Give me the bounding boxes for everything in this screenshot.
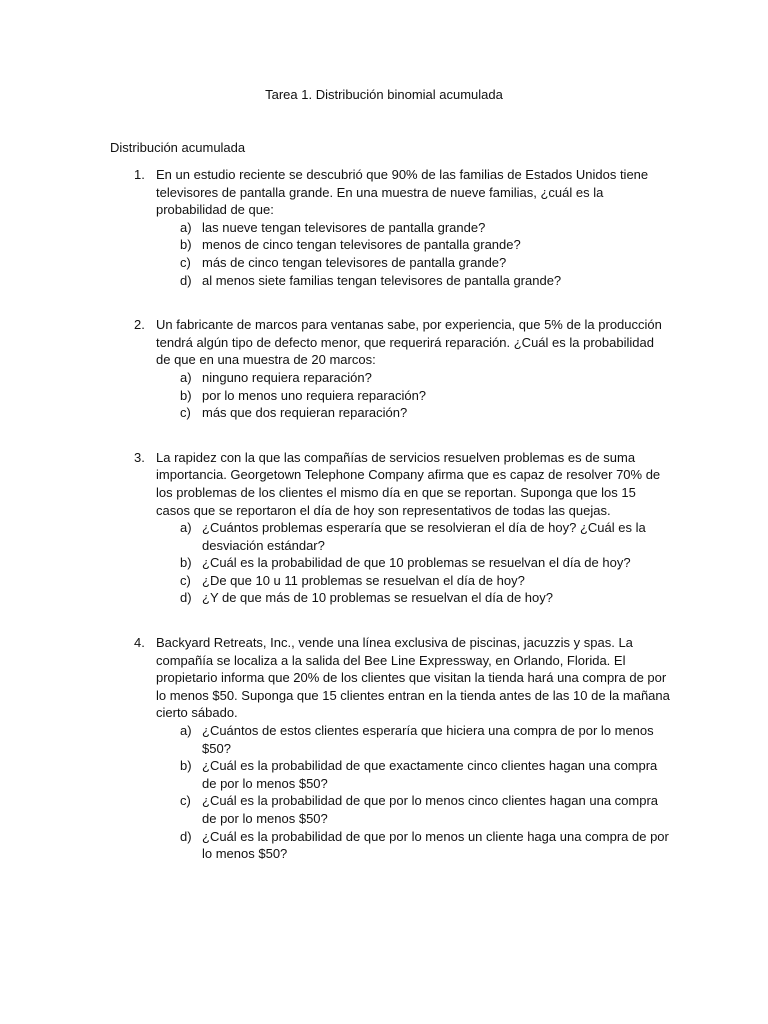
subitem-text: ¿Cuántos problemas esperaría que se resolvieran el día de hoy? ¿Cuál es la desviación estándar? [202, 520, 646, 553]
subitem-text: ¿Cuántos de estos clientes esperaría que hiciera una compra de por lo menos $50? [202, 723, 654, 756]
subitem-text: ¿Y de que más de 10 problemas se resuelvan el día de hoy? [202, 590, 553, 606]
subitem-text: ¿Cuál es la probabilidad de que por lo menos un cliente haga una compra de por lo menos $50? [202, 828, 669, 862]
subitem [110, 792, 670, 827]
subitem-letter: d) [180, 828, 192, 844]
question-text: La rapidez con la que las compañías de servicios resuelven problemas es de suma importancia. Georgetown Telephone Company afirma que es capaz de resolver 70% de los problemas de los clientes el mismo día en que se reportan. Suponga que los 15 casos que se reportaron el día de hoy son representativos de todas las quejas. [156, 449, 661, 518]
subitem-letter: b) [180, 237, 192, 253]
subitem-letter: c) [180, 254, 191, 270]
subitem-letter: a) [180, 219, 192, 235]
subitem [110, 236, 670, 254]
subitem [110, 757, 670, 792]
subitem-letter: a) [180, 723, 192, 739]
subitem-list [110, 722, 670, 863]
question-1 [110, 166, 670, 289]
subitem-letter: c) [180, 405, 191, 421]
subitem-text: ¿Cuál es la probabilidad de que por lo menos cinco clientes hagan una compra de por lo menos $50? [202, 793, 659, 826]
subitem-text: por lo menos uno requiera reparación? [202, 387, 427, 403]
subitem-letter: a) [180, 369, 192, 385]
question-text: Un fabricante de marcos para ventanas sabe, por experiencia, que 5% de la producción tendrá algún tipo de defecto menor, que requerirá reparación. ¿Cuál es la probabilidad de que en una muestra de 20 marcos: [156, 317, 662, 368]
subitem-list [110, 369, 670, 422]
question-list [110, 166, 670, 890]
subitem-letter: c) [180, 572, 191, 588]
subitem-letter: c) [180, 793, 191, 809]
subitem-list [110, 519, 670, 607]
subitem [110, 722, 670, 757]
subitem-letter: b) [180, 555, 192, 571]
subitem [110, 219, 670, 237]
subitem-text: las nueve tengan televisores de pantalla grande? [202, 219, 486, 235]
subitem-letter: d) [180, 272, 192, 288]
question-number: 3. [134, 449, 145, 465]
subitem [110, 272, 670, 290]
subitem-letter: b) [180, 758, 192, 774]
subitem-text: menos de cinco tengan televisores de pantalla grande? [202, 237, 521, 253]
section-heading: Distribución acumulada [110, 140, 246, 155]
question-number: 4. [134, 635, 145, 651]
subitem [110, 519, 670, 554]
subitem [110, 254, 670, 272]
question-number: 1. [134, 167, 145, 182]
question-4 [110, 634, 670, 863]
question-2 [110, 316, 670, 422]
question-3 [110, 449, 670, 607]
subitem [110, 404, 670, 422]
subitem-list [110, 219, 670, 289]
subitem-text: ¿Cuál es la probabilidad de que 10 problemas se resuelvan el día de hoy? [202, 555, 631, 571]
subitem-text: más de cinco tengan televisores de pantalla grande? [202, 254, 507, 270]
question-number: 2. [134, 317, 145, 333]
document-title: Tarea 1. Distribución binomial acumulada [265, 87, 503, 102]
subitem [110, 554, 670, 572]
subitem-text: ¿De que 10 u 11 problemas se resuelvan el día de hoy? [202, 572, 525, 588]
subitem [110, 828, 670, 863]
subitem [110, 572, 670, 590]
subitem [110, 369, 670, 387]
subitem-text: al menos siete familias tengan televisores de pantalla grande? [202, 272, 562, 288]
subitem-text: ninguno requiera reparación? [202, 369, 372, 385]
subitem-letter: a) [180, 520, 192, 536]
subitem-text: más que dos requieran reparación? [202, 405, 408, 421]
subitem [110, 589, 670, 607]
question-text: En un estudio reciente se descubrió que 90% de las familias de Estados Unidos tiene televisores de pantalla grande. En una muestra de nueve familias, ¿cuál es la probabilidad de que: [156, 167, 649, 218]
subitem-letter: d) [180, 590, 192, 606]
question-text: Backyard Retreats, Inc., vende una línea exclusiva de piscinas, jacuzzis y spas. La compañía se localiza a la salida del Bee Line Expressway, en Orlando, Florida. El propietario informa que 20% de los clientes que visitan la tienda hará una compra de por lo menos $50. Suponga que 15 clientes entran en la tienda antes de las 10 de la mañana cierto sábado. [156, 635, 670, 721]
subitem-text: ¿Cuál es la probabilidad de que exactamente cinco clientes hagan una compra de por lo menos $50? [202, 758, 658, 791]
subitem-letter: b) [180, 387, 192, 403]
subitem [110, 387, 670, 405]
